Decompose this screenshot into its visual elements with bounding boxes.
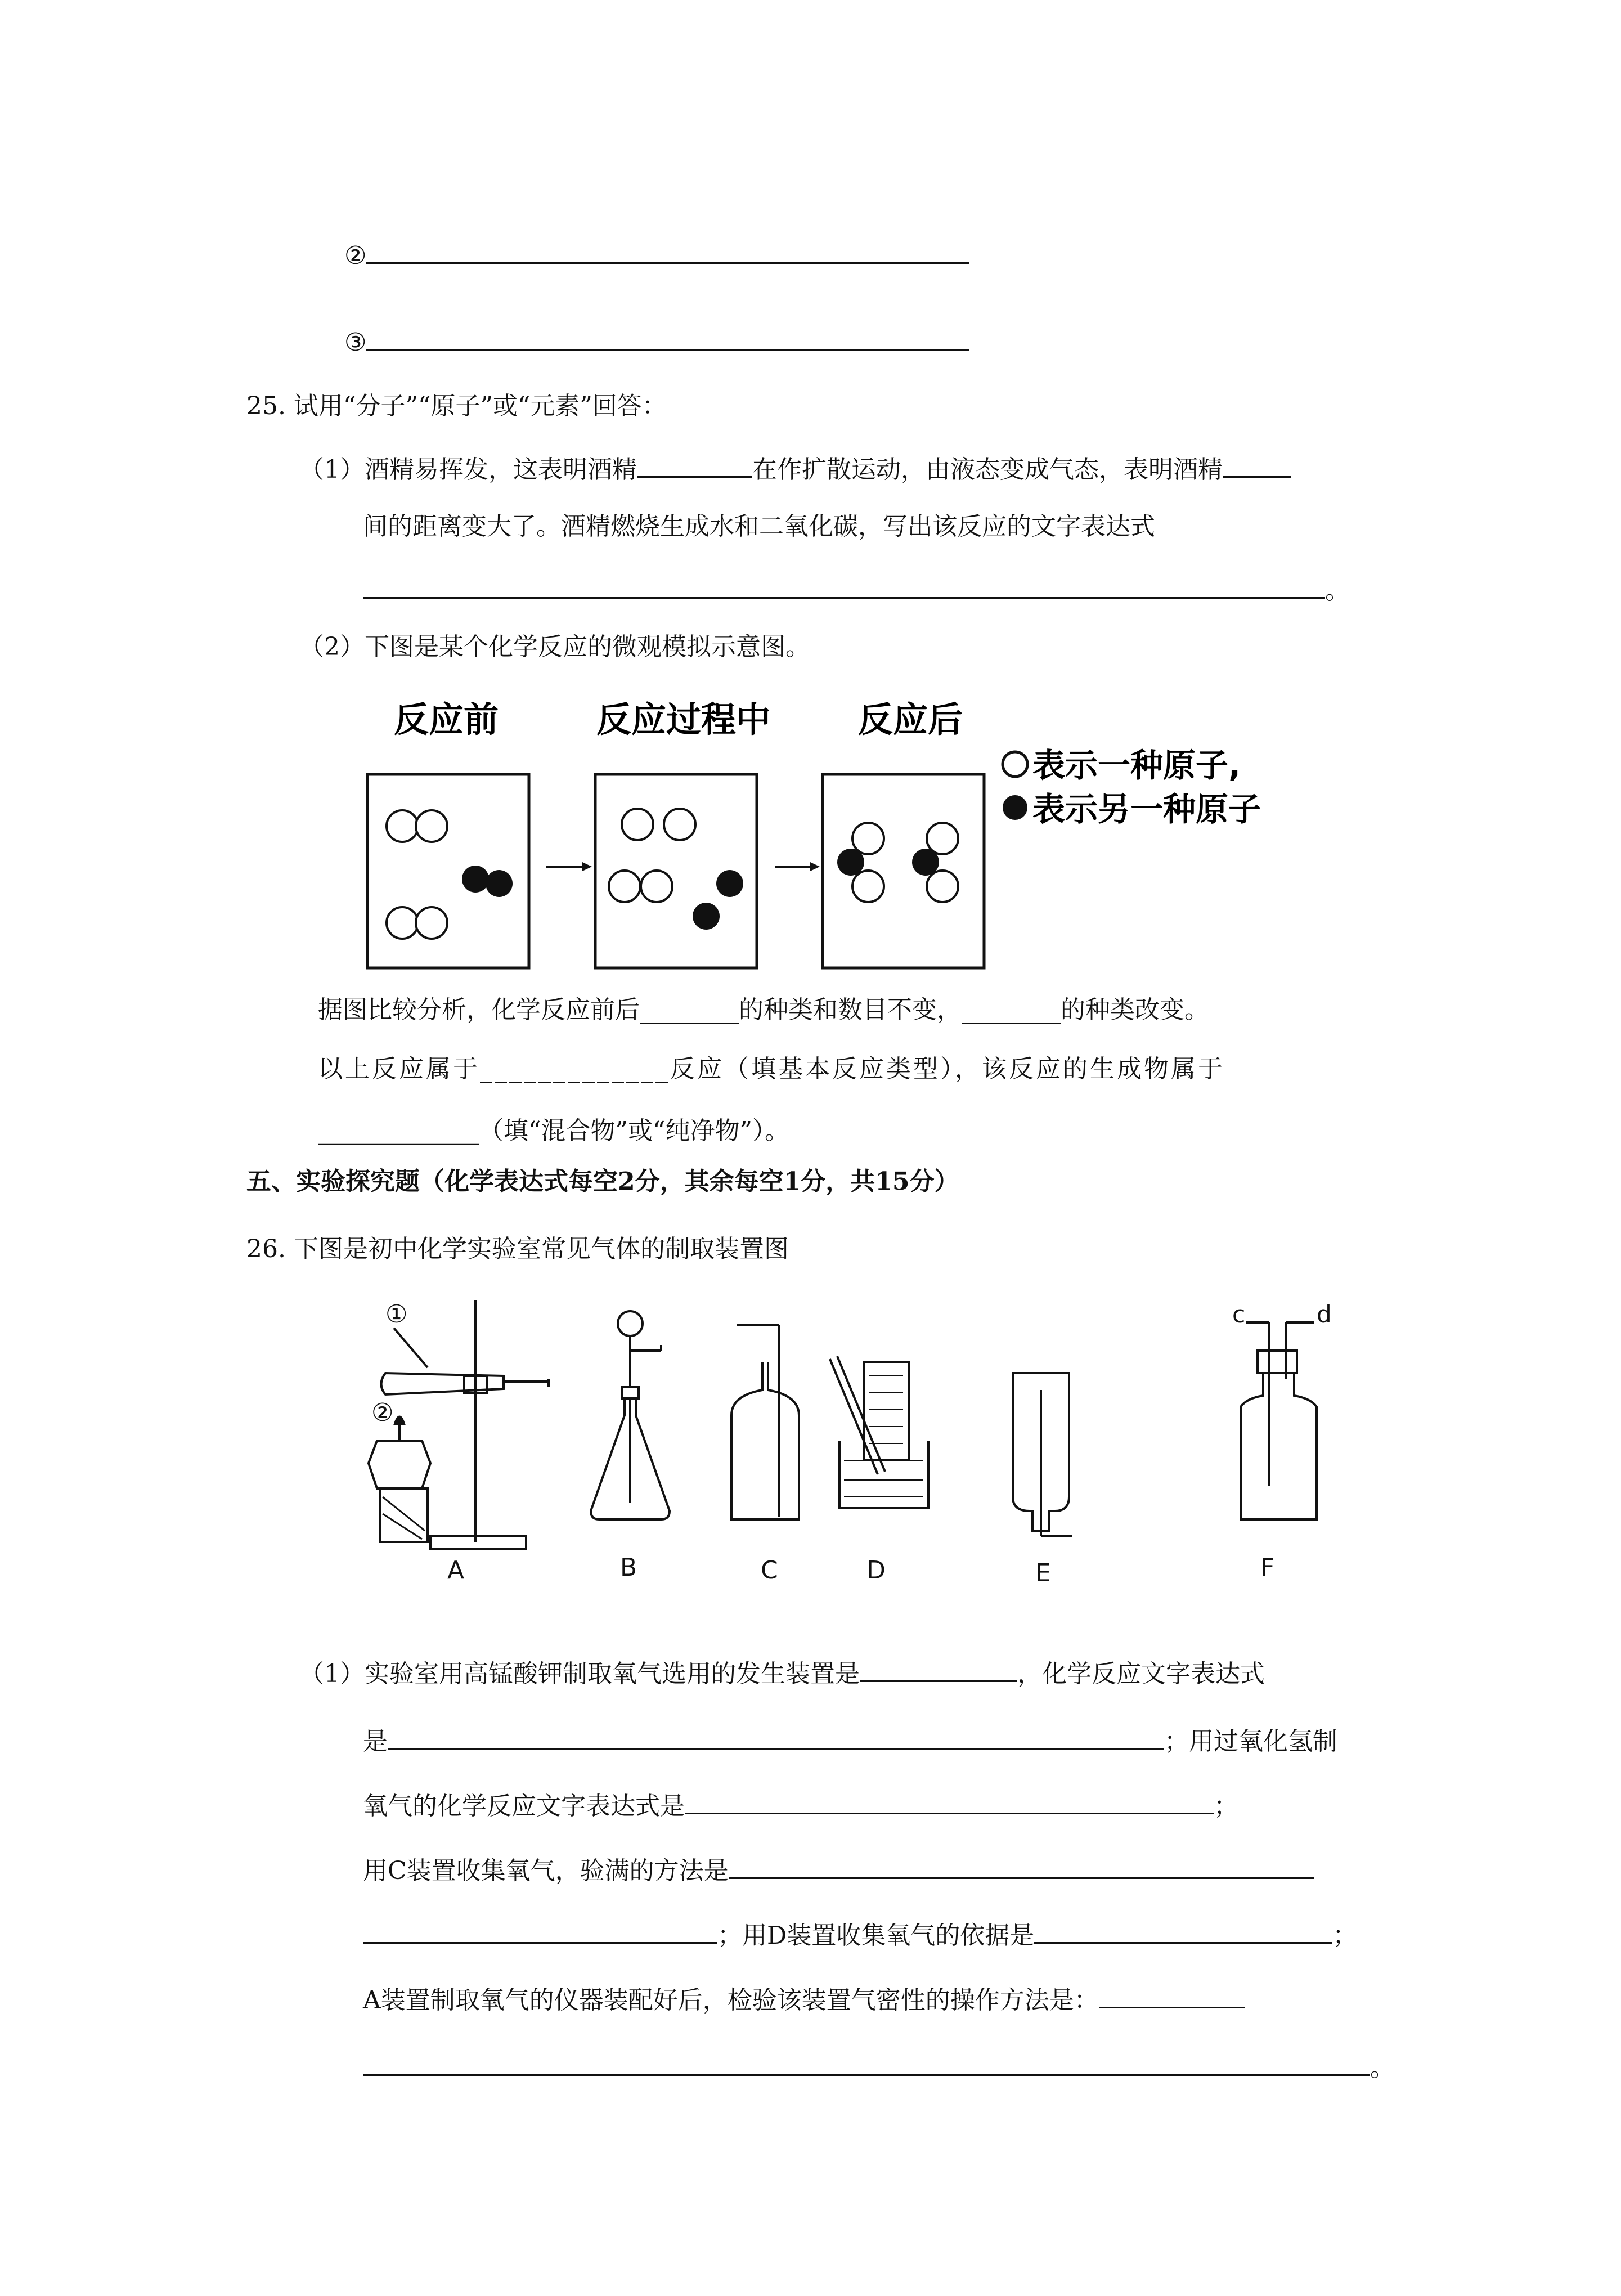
label-before: 反应前 bbox=[394, 699, 499, 740]
q26-line2-text-b: ；用过氧化氢制 bbox=[1164, 1727, 1337, 1756]
legend-black-atom: 表示另一种原子 bbox=[1032, 790, 1261, 828]
q26-c-full-check-blank[interactable] bbox=[729, 1851, 1314, 1879]
q26-h2o2-equation-blank[interactable] bbox=[685, 1787, 1214, 1814]
legend-white-atom: 表示一种原子, bbox=[1032, 746, 1241, 784]
q26-line7-end: 。 bbox=[1370, 2053, 1395, 2082]
label-f: F bbox=[1260, 1553, 1275, 1582]
marker-1: ① bbox=[385, 1300, 408, 1329]
box-before bbox=[367, 774, 529, 968]
q26-part1-line3 bbox=[363, 1787, 1238, 1823]
label-d: D bbox=[866, 1556, 886, 1585]
label-c: C bbox=[761, 1556, 778, 1585]
apparatus-e bbox=[1013, 1373, 1072, 1536]
label-a: A bbox=[447, 1556, 465, 1585]
q26-d-basis-blank[interactable] bbox=[1034, 1916, 1332, 1944]
q25-part2-line2: 以上反应属于_____________反应（填基本反应类型），该反应的生成物属于 bbox=[318, 1055, 1225, 1083]
apparatus-a bbox=[369, 1300, 549, 1549]
label-e: E bbox=[1035, 1559, 1051, 1588]
q26-part1-line1 bbox=[299, 1654, 1265, 1691]
q25-part1-blank-1[interactable] bbox=[637, 450, 752, 478]
q26-c-full-check-blank-cont[interactable] bbox=[363, 1916, 717, 1944]
q26-line3-text-a: 氧气的化学反应文字表达式是 bbox=[363, 1792, 685, 1820]
q26-line6-text-a: A装置制取氧气的仪器装配好后，检验该装置气密性的操作方法是： bbox=[363, 1986, 1099, 2015]
q25-part1-equation-blank[interactable] bbox=[363, 571, 1325, 599]
q25-part1-text-b: 在作扩散运动，由液态变成气态，表明酒精 bbox=[752, 455, 1223, 484]
reaction-micro-diagram bbox=[360, 698, 1317, 979]
q26-airtight-blank-cont[interactable] bbox=[363, 2048, 1370, 2076]
marker-2: ② bbox=[371, 1398, 394, 1427]
q25-part1-end: 。 bbox=[1325, 576, 1350, 605]
q25-part2-line3: _____________（填“混合物”或“纯净物”）。 bbox=[318, 1116, 789, 1145]
label-during: 反应过程中 bbox=[596, 699, 771, 740]
q26-line5-text-c: ； bbox=[1332, 1921, 1358, 1950]
q24-item3 bbox=[344, 323, 969, 360]
port-d: d bbox=[1317, 1301, 1332, 1328]
q24-item3-marker: ③ bbox=[344, 328, 367, 357]
q25-part2-intro: （2）下图是某个化学反应的微观模拟示意图。 bbox=[299, 633, 810, 661]
apparatus-b bbox=[591, 1311, 670, 1519]
q25-part1-line1 bbox=[299, 450, 1291, 487]
q25-part1-text-a: （1）酒精易挥发，这表明酒精 bbox=[299, 455, 637, 484]
q26-part1-line2 bbox=[363, 1722, 1337, 1759]
q26-line3-text-b: ； bbox=[1214, 1792, 1238, 1820]
apparatus-c bbox=[731, 1325, 799, 1519]
q26-line1-text-a: （1）实验室用高锰酸钾制取氧气选用的发生装置是 bbox=[299, 1660, 860, 1688]
q26-line2-text-a: 是 bbox=[363, 1727, 388, 1756]
q26-airtight-blank[interactable] bbox=[1099, 1981, 1245, 2008]
q26-kmno4-equation-blank[interactable] bbox=[388, 1722, 1164, 1750]
q26-part1-line4 bbox=[363, 1851, 1314, 1888]
q26-line1-text-b: ，化学反应文字表达式 bbox=[1017, 1660, 1265, 1688]
q25-part2-line1: 据图比较分析，化学反应前后________的种类和数目不变，________的种类改变。 bbox=[318, 995, 1209, 1024]
port-c: c bbox=[1232, 1301, 1246, 1328]
q26-stem: 26. 下图是初中化学实验室常见气体的制取装置图 bbox=[246, 1235, 789, 1263]
q25-part1-blank-2[interactable] bbox=[1223, 450, 1291, 478]
q24-item2 bbox=[344, 236, 969, 273]
q26-line4-text-a: 用C装置收集氧气，验满的方法是 bbox=[363, 1856, 729, 1885]
q25-part1-line2: 间的距离变大了。酒精燃烧生成水和二氧化碳，写出该反应的文字表达式 bbox=[363, 512, 1155, 541]
q26-part1-line6 bbox=[363, 1981, 1245, 2017]
q25-part1-line3 bbox=[363, 571, 1350, 608]
q24-item3-answer-blank[interactable] bbox=[366, 323, 969, 351]
q25-stem: 25. 试用“分子”“原子”或“元素”回答： bbox=[246, 392, 667, 420]
label-b: B bbox=[620, 1553, 637, 1582]
label-after: 反应后 bbox=[858, 699, 963, 740]
gas-apparatus-diagram bbox=[360, 1294, 1418, 1609]
q24-item2-marker: ② bbox=[344, 241, 367, 270]
q26-generator-blank[interactable] bbox=[860, 1654, 1017, 1682]
q26-line5-text-b: ；用D装置收集氧气的依据是 bbox=[717, 1921, 1035, 1950]
section5-heading: 五、实验探究题（化学表达式每空2分，其余每空1分，共15分） bbox=[246, 1167, 959, 1196]
q26-part1-line7 bbox=[363, 2048, 1395, 2085]
q24-item2-answer-blank[interactable] bbox=[366, 236, 969, 264]
apparatus-f bbox=[1232, 1301, 1332, 1519]
apparatus-d bbox=[830, 1356, 928, 1508]
q26-part1-line5 bbox=[363, 1916, 1357, 1953]
